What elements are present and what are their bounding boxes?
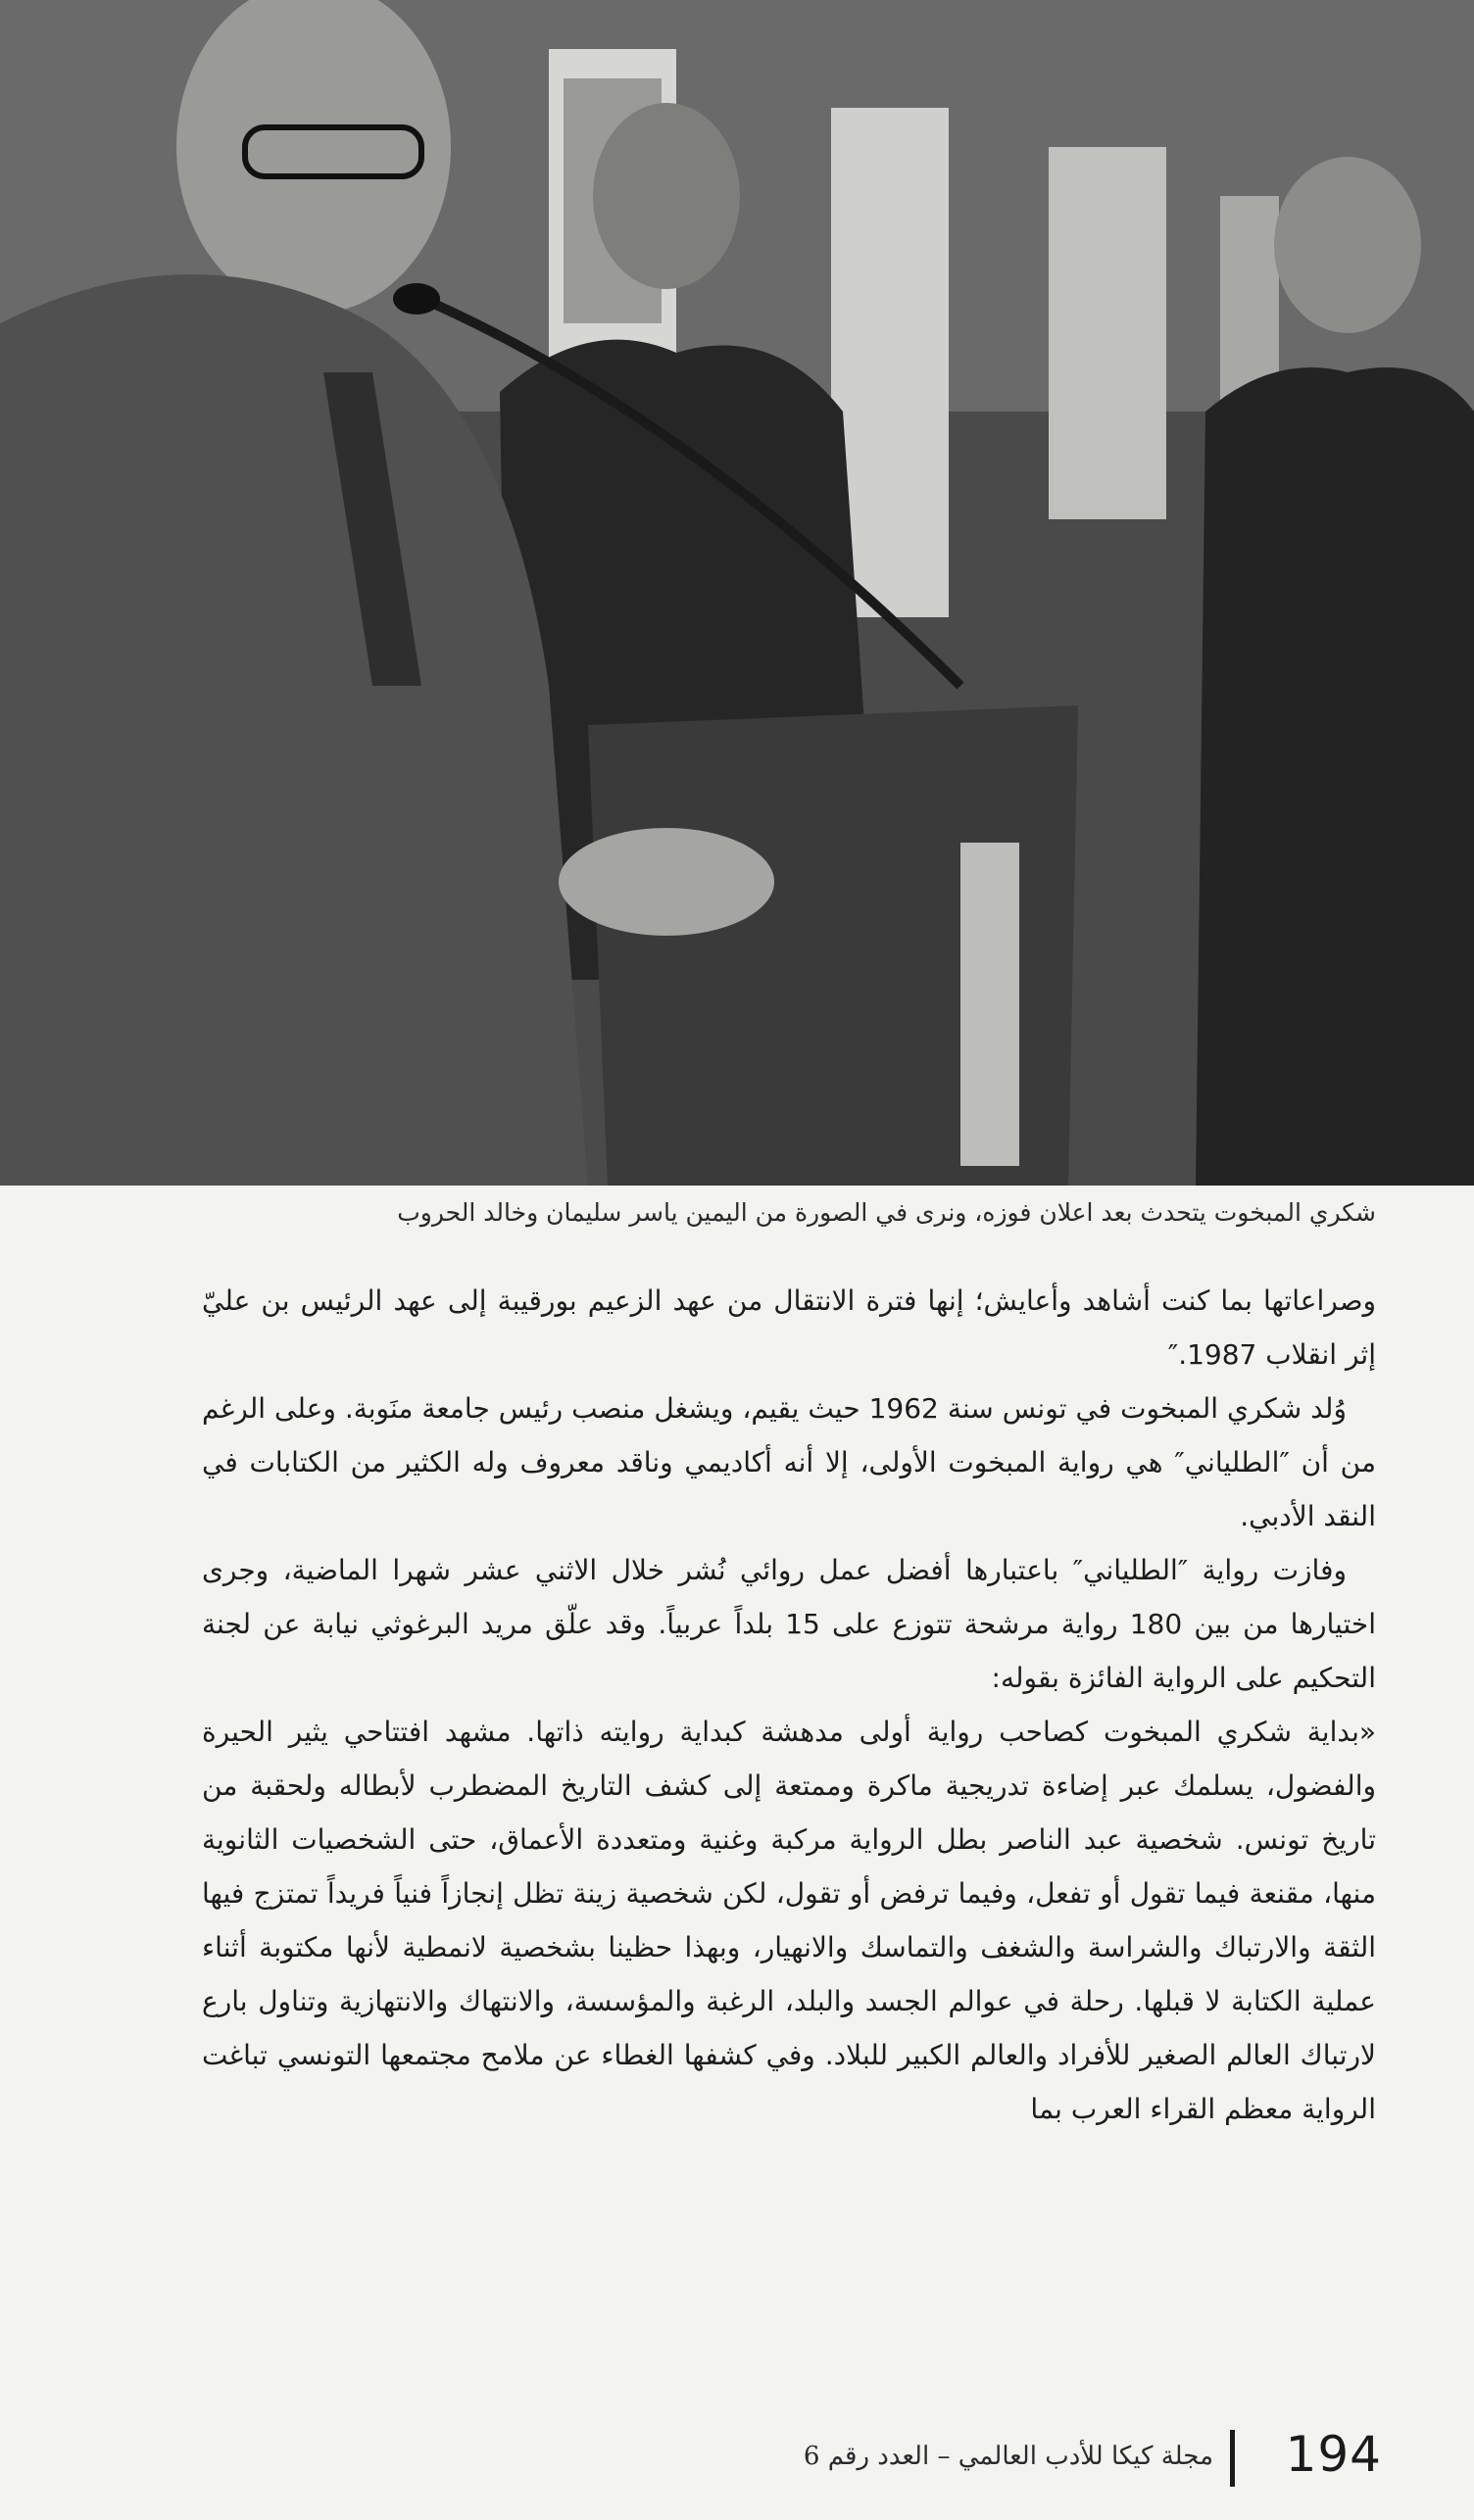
paragraph: «بداية شكري المبخوت كصاحب رواية أولى مدهشة كبداية روايته ذاتها. مشهد افتتاحي يثير الحيرة والفضول، يسلمك عبر إضاءة تدريجية ماكرة وممتعة إلى كشف التاريخ المضطرب لأبطاله ولحقبة من تاريخ تونس. شخصية عبد الناصر بطل الرواية مركبة وغنية ومتعددة الأعماق، حتى الشخصيات الثانوية منها، مقنعة فيما تقول أو تفعل، وفيما ترفض أو تقول، لكن شخصية زينة تظل إنجازاً فنياً فريداً تمتزج فيها الثقة والارتباك والشراسة والشغف والتماسك والانهيار، وبهذا حظينا بشخصية لانمطية لأنها مكتوبة أثناء عملية الكتابة لا قبلها. رحلة في عوالم الجسد والبلد، الرغبة والمؤسسة، والانتهاك والانتهازية وتناول بارع لارتباك العالم الصغير للأفراد والعالم الكبير للبلاد. وفي كشفها الغطاء عن ملامح مجتمعها التونسي تباغت الرواية معظم القراء العرب بما (202, 1716, 1376, 2125)
photo-caption: شكري المبخوت يتحدث بعد اعلان فوزه، ونرى في الصورة من اليمين ياسر سليمان وخالد الحروب (397, 1198, 1376, 1227)
footer-divider (1230, 2430, 1235, 2487)
page-number: 194 (1285, 2426, 1382, 2483)
event-photo (0, 0, 1474, 1186)
page-footer (676, 2420, 1382, 2498)
journal-title: مجلة كيكا للأدب العالمي – العدد رقم 6 (803, 2442, 1213, 2471)
photo-icon (0, 0, 1474, 1186)
paragraph: وصراعاتها بما كنت أشاهد وأعايش؛ إنها فترة الانتقال من عهد الزعيم بورقيبة إلى عهد الرئيس بن عليّ إثر انقلاب 1987.″ (202, 1284, 1376, 1371)
paragraph: وُلد شكري المبخوت في تونس سنة 1962 حيث يقيم، ويشغل منصب رئيس جامعة منَوبة. وعلى الرغم من أن ″الطلياني″ هي رواية المبخوت الأولى، إلا أنه أكاديمي وناقد معروف وله الكثير من الكتابات في النقد الأدبي. (202, 1392, 1376, 1532)
article-body (202, 1274, 1376, 2136)
paragraph: وفازت رواية ″الطلياني″ باعتبارها أفضل عمل روائي نُشر خلال الاثني عشر شهرا الماضية، وجرى اختيارها من بين 180 رواية مرشحة تتوزع على 15 بلداً عربياً. وقد علّق مريد البرغوثي نيابة عن لجنة التحكيم على الرواية الفائزة بقوله: (202, 1554, 1376, 1694)
